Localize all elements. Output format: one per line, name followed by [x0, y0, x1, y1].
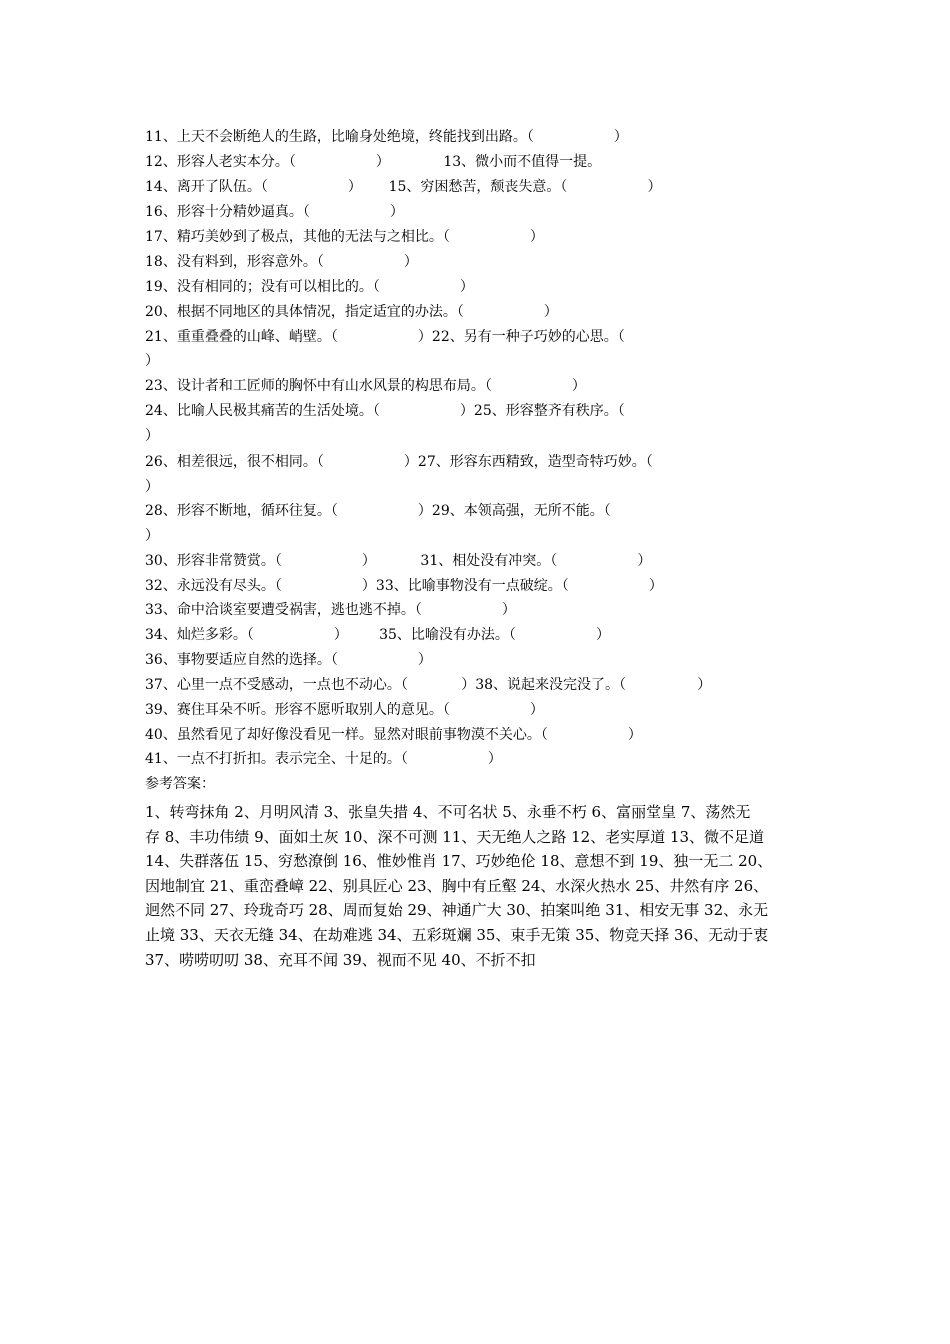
question-line: 28、形容不断地，循环往复。（ ）29、本领高强，无所不能。（ [145, 503, 611, 519]
answer-line: 14、失群落伍 15、穷愁潦倒 16、惟妙惟肖 17、巧妙绝伦 18、意想不到 19、独一无二 20、 [145, 852, 773, 871]
question-line: 36、事物要适应自然的选择。（ ） [145, 652, 432, 668]
question-line: 37、心里一点不受感动，一点也不动心。（ ）38、说起来没完没了。（ ） [145, 677, 712, 693]
question-line: 24、比喻人民极其痛苦的生活处境。（ ）25、形容整齐有秩序。（ [145, 403, 625, 419]
question-line: 33、命中洽谈室要遭受祸害，逃也逃不掉。（ ） [145, 602, 516, 618]
question-line: 23、设计者和工匠师的胸怀中有山水风景的构思布局。（ ） [145, 378, 586, 394]
question-line: ） [145, 428, 159, 444]
answers-heading: 参考答案： [145, 776, 215, 792]
question-line: 19、没有相同的；没有可以相比的。（ ） [145, 279, 474, 295]
question-line: ） [145, 353, 159, 369]
question-line: 17、精巧美妙到了极点，其他的无法与之相比。（ ） [145, 229, 544, 245]
answers-block [145, 800, 805, 972]
question-line: 21、重重叠叠的山峰、峭壁。（ ）22、另有一种子巧妙的心思。（ [145, 329, 625, 345]
question-line: 30、形容非常赞赏。（ ） 31、相处没有冲突。（ ） [145, 553, 652, 569]
answer-line: 存 8、丰功伟绩 9、面如土灰 10、深不可测 11、天无绝人之路 12、老实厚道 13、微不足道 [145, 827, 765, 846]
question-line: 18、没有料到，形容意外。（ ） [145, 254, 418, 270]
question-line: 20、根据不同地区的具体情况，指定适宜的办法。（ ） [145, 304, 558, 320]
question-line: 39、赛住耳朵不听。形容不愿听取别人的意见。（ ） [145, 702, 544, 718]
question-line: ） [145, 528, 159, 544]
answer-line: 1、转弯抹角 2、月明风清 3、张皇失措 4、不可名状 5、永垂不朽 6、富丽堂皇 7、荡然无 [145, 803, 751, 821]
answer-line: 止境 33、天衣无缝 34、在劫难逃 34、五彩斑斓 35、束手无策 35、物竞天择 36、无动于衷 [145, 925, 769, 944]
question-line: ） [145, 479, 159, 495]
question-line: 11、上天不会断绝人的生路，比喻身处绝境，终能找到出路。（ ） [145, 129, 628, 145]
question-line: 12、形容人老实本分。（ ） 13、微小而不值得一提。 [145, 154, 602, 170]
answer-line: 迥然不同 27、玲珑奇巧 28、周而复始 29、神通广大 30、拍案叫绝 31、相安无事 32、永无 [145, 901, 769, 920]
question-line: 32、永远没有尽头。（ ）33、比喻事物没有一点破绽。（ ） [145, 578, 663, 594]
question-line: 26、相差很远，很不相同。（ ）27、形容东西精致，造型奇特巧妙。（ [145, 454, 653, 470]
question-line: 40、虽然看见了却好像没看见一样。显然对眼前事物漠不关心。（ ） [145, 727, 642, 743]
question-line: 16、形容十分精妙逼真。（ ） [145, 204, 404, 220]
question-line: 14、离开了队伍。（ ） 15、穷困愁苦，颓丧失意。（ ） [145, 179, 662, 195]
question-line: 41、一点不打折扣。表示完全、十足的。（ ） [145, 751, 502, 767]
question-line: 34、灿烂多彩。（ ） 35、比喻没有办法。（ ） [145, 627, 610, 643]
answer-line: 37、唠唠叨叨 38、充耳不闻 39、视而不见 40、不折不扣 [145, 950, 536, 969]
answer-line: 因地制宜 21、重峦叠嶂 22、别具匠心 23、胸中有丘壑 24、水深火热水 25、井然有序 26、 [145, 876, 769, 895]
